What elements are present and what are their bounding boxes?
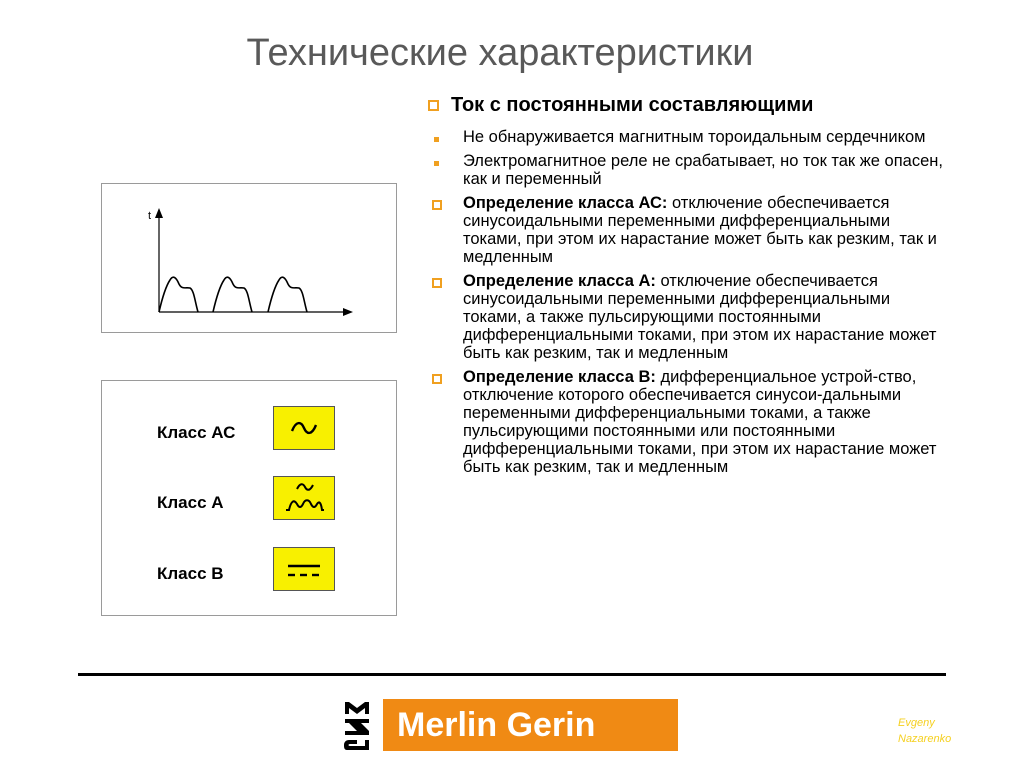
- class-ac-label: Класс АС: [157, 423, 236, 442]
- pulsating-current-graph: [101, 183, 397, 333]
- author-first-name: Evgeny: [898, 717, 935, 729]
- sine-wave-icon: [273, 406, 335, 450]
- merlin-gerin-logo: [383, 699, 678, 751]
- author-last-name: Nazarenko: [898, 733, 952, 745]
- list-item: [432, 272, 952, 362]
- list-item: [432, 194, 952, 266]
- pulse-wave: [268, 277, 307, 312]
- checkbox-bullet-icon: [432, 278, 442, 288]
- class-markings-box: [101, 380, 397, 616]
- brand-name: Merlin Gerin: [397, 705, 596, 744]
- list-item: [432, 368, 952, 476]
- list-item-text: отключение обеспечивается синусоидальными переменными дифференциальными токами, при этом их нарастание может быть как резким, так и медленным: [463, 194, 937, 266]
- merlin-gerin-emblem-icon: [343, 700, 371, 752]
- checkbox-bullet-icon: [432, 200, 442, 210]
- list-item: [432, 128, 952, 146]
- list-item-bold: Определение класса АС:: [463, 194, 668, 212]
- list-item-bold: Определение класса В:: [463, 368, 656, 386]
- footer-divider: [78, 673, 946, 676]
- waveform-graph: [102, 184, 396, 332]
- class-a-label: Класс А: [157, 493, 224, 512]
- square-bullet-icon: [434, 137, 439, 142]
- list-item: [432, 152, 952, 188]
- list-item-text: Не обнаруживается магнитным тороидальным сердечником: [463, 128, 926, 146]
- pulsating-wave-icon: [273, 476, 335, 520]
- checkbox-bullet-icon: [432, 374, 442, 384]
- characteristics-list: [432, 128, 952, 482]
- direct-current-icon: [273, 547, 335, 591]
- list-item-bold: Определение класса А:: [463, 272, 656, 290]
- square-bullet-icon: [434, 161, 439, 166]
- pulse-wave: [213, 277, 252, 312]
- x-axis-arrow-icon: [343, 308, 353, 316]
- axis-label-t: t: [148, 210, 152, 222]
- class-b-label: Класс В: [157, 564, 224, 583]
- section-heading-text: Ток с постоянными составляющими: [451, 94, 814, 116]
- list-item-text: отключение обеспечивается синусоидальными переменными дифференциальными токами, а также пульсирующими постоянными дифференциальными токами, при этом их нарастание может быть как резким, так и медленным: [463, 272, 937, 362]
- section-heading: [428, 94, 813, 117]
- y-axis-arrow-icon: [155, 208, 163, 218]
- author-credit: [898, 715, 951, 747]
- list-item-text: дифференциальное устрой-ство, отключение которого обеспечивается синусои-дальными переменными дифференциальными токами, а также пульсирующими постоянными или постоянными дифференциальными токами, при этом их нарастание может быть как резким, так и медленным: [463, 368, 937, 476]
- page-title: Технические характеристики: [246, 32, 754, 74]
- list-item-text: Электромагнитное реле не срабатывает, но ток так же опасен, как и переменный: [463, 152, 943, 188]
- pulse-wave: [159, 277, 198, 312]
- checkbox-bullet-icon: [428, 100, 439, 111]
